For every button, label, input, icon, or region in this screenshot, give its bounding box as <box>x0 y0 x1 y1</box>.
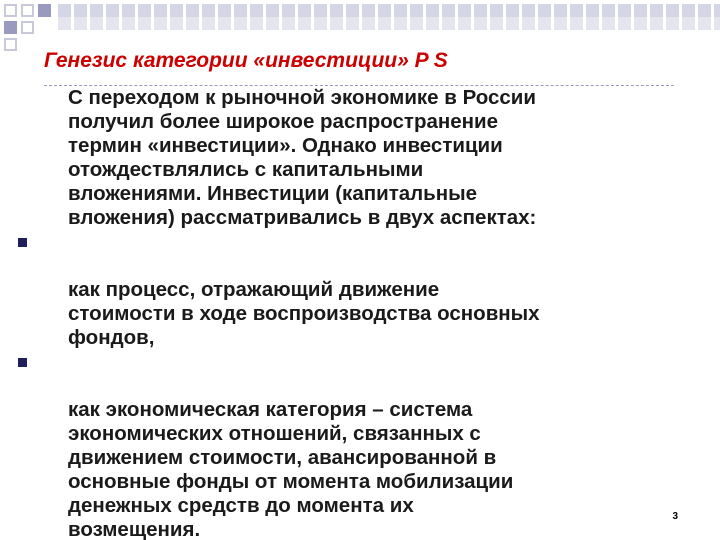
square-bullet-icon <box>18 358 27 367</box>
slide-body <box>68 86 708 540</box>
decor-square <box>21 4 34 17</box>
page-number: 3 <box>672 511 678 522</box>
decor-square <box>4 38 17 51</box>
square-bullet-icon <box>18 238 27 247</box>
decor-square <box>38 4 51 17</box>
list-item <box>68 350 708 540</box>
list-item-text: как экономическая категория – система экономических отношений, связанных с движением стоимости, авансированной в основные фонды от момента мобилизации денежных средств до момента их возмещения. <box>68 398 514 540</box>
decor-square <box>4 4 17 17</box>
intro-paragraph: С переходом к рыночной экономике в России получил более широкое распространение термин «инвестиции». Однако инвестиции отождествлялись с капитальными вложениями. Инвестиции (капитальные вложения) рассматривались в двух аспектах: <box>68 86 537 229</box>
list-item <box>68 230 708 350</box>
list-item-text: как процесс, отражающий движение стоимости в ходе воспроизводства основных фондов, <box>68 278 540 349</box>
decor-top-band-lower <box>58 17 720 30</box>
slide-title: Генезис категории «инвестиции» P S <box>44 49 448 72</box>
decor-square <box>4 21 17 34</box>
decor-square <box>21 21 34 34</box>
